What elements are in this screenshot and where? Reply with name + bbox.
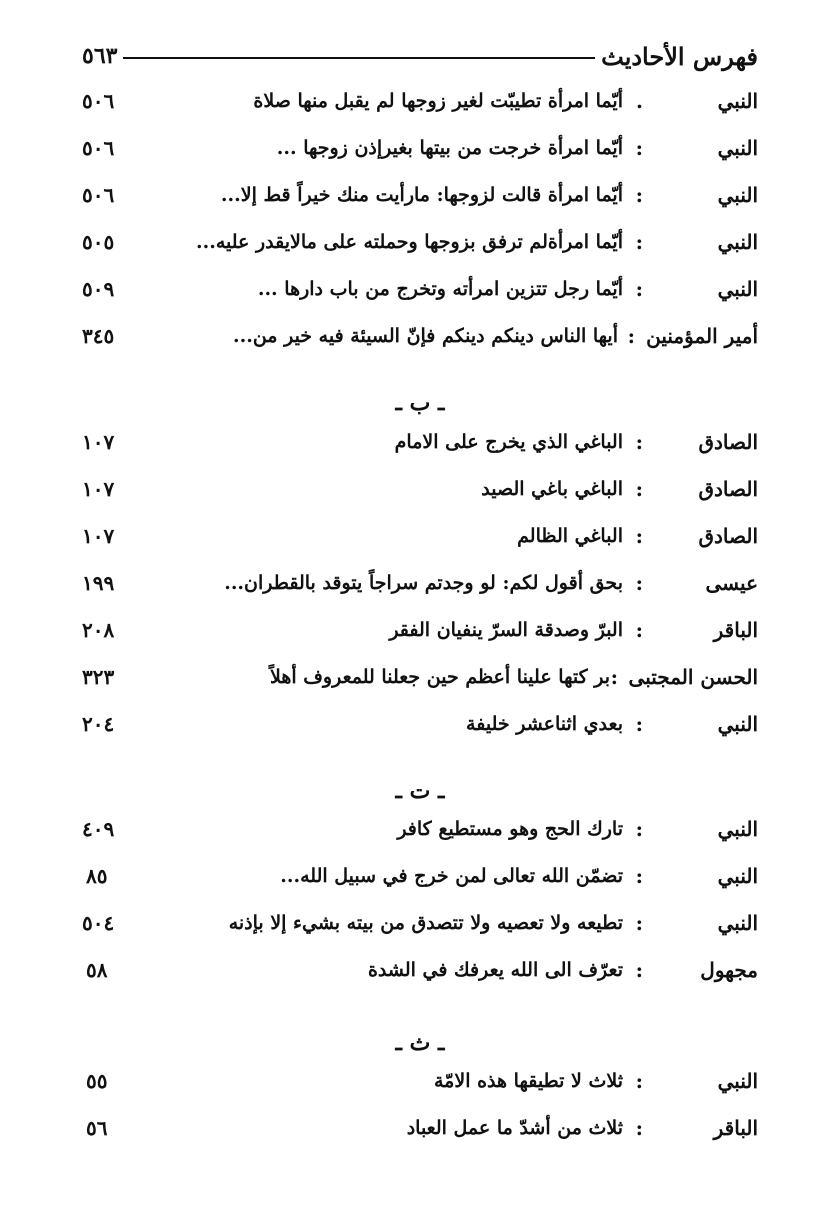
- hadith-text: الباغي الظالم: [517, 525, 623, 547]
- hadith-row: [82, 313, 758, 360]
- letter-heading-tha: ـ ث ـ: [395, 1030, 445, 1056]
- hadith-row: [82, 560, 758, 607]
- page-header: [82, 36, 758, 76]
- page-reference: ٨٥: [86, 864, 108, 888]
- hadith-row: [82, 419, 758, 466]
- hadith-row: [82, 78, 758, 125]
- hadith-row: [82, 266, 758, 313]
- separator: :: [635, 864, 643, 888]
- hadith-row: [82, 853, 758, 900]
- page-reference: ١٩٩: [82, 571, 115, 595]
- page-reference: ١٠٧: [82, 430, 115, 454]
- hadith-text: أيّما امرأة قالت لزوجها: مارأيت منك خيراً قط إلا...: [220, 184, 623, 206]
- hadith-row: [82, 806, 758, 853]
- hadith-text: بعدي اثناعشر خليفة: [466, 713, 623, 735]
- hadith-text: تطيعه ولا تعصيه ولا تتصدق من بيته بشيء إلا بإذنه: [228, 912, 623, 934]
- letter-heading-ta: ـ ت ـ: [395, 778, 445, 804]
- hadith-text: تعرّف الى الله يعرفك في الشدة: [367, 959, 623, 981]
- page-reference: ٥٠٦: [82, 183, 115, 207]
- hadith-text: البرّ وصدقة السرّ ينفيان الفقر: [389, 619, 623, 641]
- hadith-text: أيّما رجل تتزين امرأته وتخرج من باب دارها ...: [257, 278, 623, 300]
- speaker-name: النبي: [717, 817, 758, 841]
- separator: :: [635, 571, 643, 595]
- separator: :: [635, 1116, 643, 1140]
- hadith-row: [82, 701, 758, 748]
- page-reference: ٤٠٩: [82, 817, 115, 841]
- hadith-row: [82, 607, 758, 654]
- separator: :: [635, 712, 643, 736]
- speaker-name: النبي: [717, 1069, 758, 1093]
- page-reference: ٣٤٥: [82, 324, 115, 348]
- hadith-row: [82, 513, 758, 560]
- separator: :: [635, 1069, 643, 1093]
- hadith-group-alif: [82, 78, 758, 360]
- page-reference: ١٠٧: [82, 524, 115, 548]
- hadith-row: [82, 172, 758, 219]
- speaker-name: الحسن المجتبى: [628, 665, 758, 689]
- page-number: ٥٦٣: [82, 43, 118, 69]
- speaker-name: عيسى: [705, 571, 758, 595]
- separator: :: [635, 524, 643, 548]
- separator: :: [635, 817, 643, 841]
- hadith-text: أيّما امرأة خرجت من بيتها بغيرإذن زوجها ...: [276, 137, 623, 159]
- page-reference: ٣٢٣: [82, 665, 115, 689]
- hadith-row: [82, 947, 758, 994]
- hadith-text: ثلاث من أشدّ ما عمل العباد: [406, 1117, 623, 1139]
- speaker-name: الصادق: [698, 430, 758, 454]
- separator: :: [635, 958, 643, 982]
- speaker-name: النبي: [717, 89, 758, 113]
- page-reference: ٢٠٨: [82, 618, 115, 642]
- speaker-name: الصادق: [698, 524, 758, 548]
- page-reference: ٥٠٥: [82, 230, 115, 254]
- hadith-text: تضمّن الله تعالى لمن خرج في سبيل الله...: [280, 865, 623, 887]
- speaker-name: الباقر: [713, 618, 758, 642]
- separator: :: [610, 665, 618, 689]
- hadith-row: [82, 219, 758, 266]
- page-reference: ١٠٧: [82, 477, 115, 501]
- page-reference: ٥٠٩: [82, 277, 115, 301]
- hadith-text: أيّما امرأة تطيبّت لغير زوجها لم يقبل منها صلاة: [253, 90, 623, 112]
- speaker-name: النبي: [717, 712, 758, 736]
- speaker-name: النبي: [717, 230, 758, 254]
- page-reference: ٥٠٦: [82, 89, 115, 113]
- hadith-text: بر كتها علينا أعظم حين جعلنا للمعروف أهلاً: [269, 666, 610, 688]
- speaker-name: الباقر: [713, 1116, 758, 1140]
- page-reference: ٢٠٤: [82, 712, 115, 736]
- page-reference: ٥٦: [86, 1116, 108, 1140]
- header-rule: [123, 57, 595, 59]
- separator: :: [635, 230, 643, 254]
- hadith-text: الباغي باغي الصيد: [481, 478, 623, 500]
- separator: :: [635, 618, 643, 642]
- hadith-text: أيها الناس دينكم دينكم فإنّ السيئة فيه خير من...: [232, 325, 618, 347]
- letter-heading-ba: ـ ب ـ: [395, 390, 445, 416]
- hadith-row: [82, 1105, 758, 1152]
- speaker-name: أمير المؤمنين: [646, 324, 758, 348]
- speaker-name: النبي: [717, 136, 758, 160]
- hadith-row: [82, 1058, 758, 1105]
- separator: :: [627, 324, 635, 348]
- hadith-row: [82, 466, 758, 513]
- speaker-name: النبي: [717, 864, 758, 888]
- hadith-group-ba: [82, 419, 758, 748]
- speaker-name: النبي: [717, 277, 758, 301]
- hadith-row: [82, 125, 758, 172]
- page-reference: ٥٠٦: [82, 136, 115, 160]
- hadith-group-ta: [82, 806, 758, 994]
- hadith-text: الباغي الذي يخرج على الامام: [394, 431, 623, 453]
- page-reference: ٥٥: [86, 1069, 108, 1093]
- hadith-row: [82, 900, 758, 947]
- separator: :: [635, 183, 643, 207]
- separator: :: [635, 277, 643, 301]
- hadith-text: أيّما امرأةلم ترفق بزوجها وحملته على مالايقدر عليه...: [195, 231, 623, 253]
- hadith-group-tha: [82, 1058, 758, 1152]
- separator: :: [635, 136, 643, 160]
- hadith-text: ثلاث لا تطيقها هذه الامّة: [434, 1070, 623, 1092]
- separator: :: [635, 911, 643, 935]
- hadith-row: [82, 654, 758, 701]
- header-title: فهرس الأحاديث: [601, 41, 758, 71]
- page-reference: ٥٨: [86, 958, 108, 982]
- speaker-name: النبي: [717, 183, 758, 207]
- separator: :: [635, 477, 643, 501]
- speaker-name: النبي: [717, 911, 758, 935]
- hadith-text: تارك الحج وهو مستطيع كافر: [397, 818, 623, 840]
- speaker-name: مجهول: [700, 958, 758, 982]
- separator: :: [635, 430, 643, 454]
- page-reference: ٥٠٤: [82, 911, 115, 935]
- separator: .: [636, 89, 643, 113]
- speaker-name: الصادق: [698, 477, 758, 501]
- hadith-text: بحق أقول لكم: لو وجدتم سراجاً يتوقد بالقطران...: [224, 572, 623, 594]
